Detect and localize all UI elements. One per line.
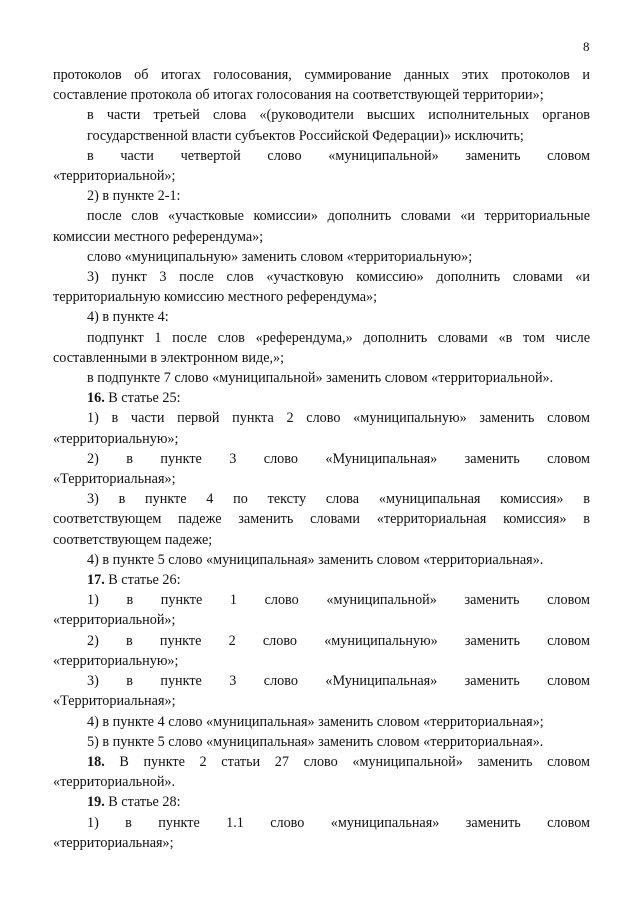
text-line: в части четвертой слово «муниципальной» заменить словом xyxy=(87,147,590,164)
text-line: соответствующем падеже заменить словами «территориальная комиссия» в xyxy=(53,511,590,528)
line-text: В статье 28: xyxy=(104,794,181,811)
text-line: 4) в пункте 4: xyxy=(87,309,169,326)
text-line: составленными в электронном виде,»; xyxy=(53,349,285,366)
text-line xyxy=(53,793,590,813)
text-line: подпункт 1 после слов «референдума,» дополнить словами «в том числе xyxy=(87,329,590,346)
text-line: в части третьей слова «(руководители высших исполнительных органов xyxy=(87,107,590,124)
text-line: 2) в пункте 2-1: xyxy=(87,188,181,205)
text-line: составление протокола об итогах голосования на соответствующей территории»; xyxy=(53,87,544,104)
line-text: В статье 26: xyxy=(104,572,181,589)
text-line: 2) в пункте 2 слово «муниципальную» заменить словом xyxy=(87,632,590,649)
text-line: «территориальную»; xyxy=(53,652,179,669)
text-line: 3) в пункте 4 по тексту слова «муниципальная комиссия» в xyxy=(87,491,590,508)
text-line: 2) в пункте 3 слово «Муниципальная» заменить словом xyxy=(87,450,590,467)
text-line: государственной власти субъектов Российской Федерации)» исключить; xyxy=(87,127,524,144)
document-body xyxy=(53,66,590,854)
text-line: «территориальной»; xyxy=(53,168,176,185)
text-line: 3) пункт 3 после слов «участковую комиссию» дополнить словами «и xyxy=(87,269,590,286)
text-line: 1) в пункте 1.1 слово «муниципальная» заменить словом xyxy=(87,814,590,831)
item-number: 17. xyxy=(87,572,105,589)
text-line: 5) в пункте 5 слово «муниципальная» заменить словом «территориальная». xyxy=(87,733,544,750)
text-line: протоколов об итогах голосования, суммирование данных этих протоколов и xyxy=(53,67,590,83)
text-line: после слов «участковые комиссии» дополнить словами «и территориальные xyxy=(87,208,590,225)
item-number: 16. xyxy=(87,390,105,407)
text-line: соответствующем падеже; xyxy=(53,531,213,548)
text-line: «территориальную»; xyxy=(53,430,179,447)
text-line xyxy=(53,389,590,409)
text-line: 3) в пункте 3 слово «Муниципальная» заменить словом xyxy=(87,673,590,690)
item-number: 18. xyxy=(87,753,105,770)
text-line: «Территориальная»; xyxy=(53,693,176,710)
text-line: слово «муниципальную» заменить словом «территориальную»; xyxy=(87,248,473,265)
text-line: «территориальной». xyxy=(53,774,176,791)
text-line: 4) в пункте 4 слово «муниципальная» заменить словом «территориальная»; xyxy=(87,713,544,730)
text-line: территориальную комиссию местного референдума»; xyxy=(53,289,378,306)
text-line: 1) в пункте 1 слово «муниципальной» заменить словом xyxy=(87,592,590,609)
text-line: «территориальная»; xyxy=(53,834,174,851)
text-line: 1) в части первой пункта 2 слово «муниципальную» заменить словом xyxy=(87,410,590,427)
text-line: в подпункте 7 слово «муниципальной» заменить словом «территориальной». xyxy=(87,370,554,387)
text-line: комиссии местного референдума»; xyxy=(53,228,264,245)
text-line xyxy=(53,571,590,591)
line-text: В статье 25: xyxy=(104,390,181,407)
item-number: 19. xyxy=(87,794,105,811)
text-line: 4) в пункте 5 слово «муниципальная» заменить словом «территориальная». xyxy=(87,551,544,568)
text-line: «Территориальная»; xyxy=(53,471,176,488)
line-text: В пункте 2 статьи 27 слово «муниципальной» заменить словом xyxy=(104,753,590,770)
text-line xyxy=(53,753,590,773)
page-number: 8 xyxy=(583,39,590,54)
text-line: «территориальной»; xyxy=(53,612,176,629)
